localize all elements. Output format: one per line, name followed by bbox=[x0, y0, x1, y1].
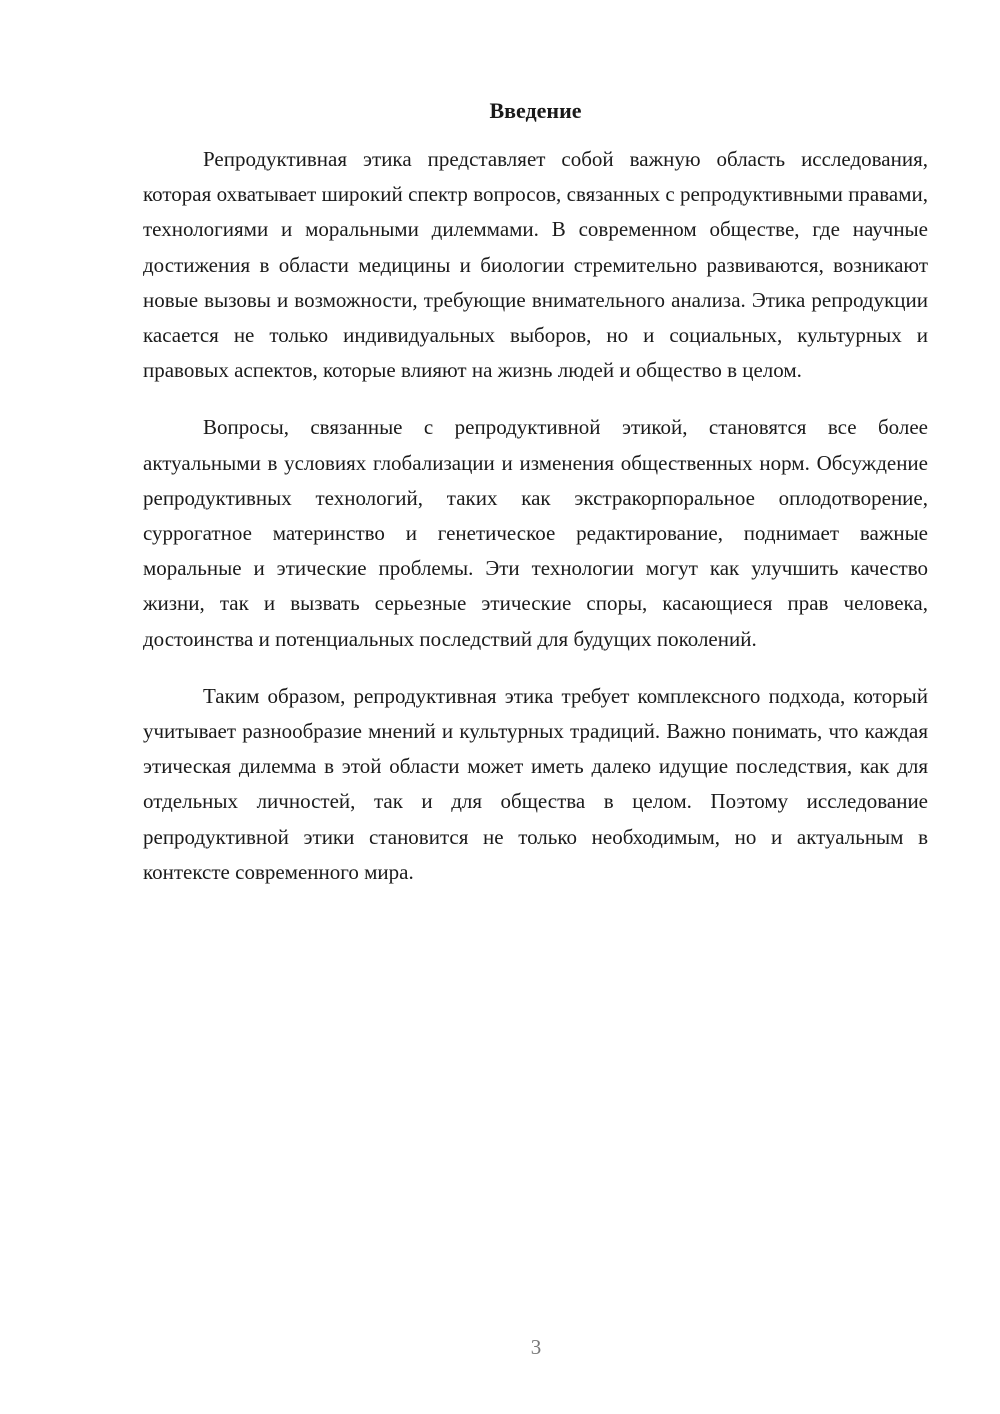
body-text bbox=[143, 142, 928, 912]
paragraph-3: Таким образом, репродуктивная этика требует комплексного подхода, который учитывает разнообразие мнений и культурных традиций. Важно понимать, что каждая этическая дилемма в этой области может иметь далеко идущие последствия, как для отдельных личностей, так и для общества в целом. Поэтому исследование репродуктивной этики становится не только необходимым, но и актуальным в контексте современного мира. bbox=[143, 683, 928, 884]
paragraph-2: Вопросы, связанные с репродуктивной этикой, становятся все более актуальными в условиях глобализации и изменения общественных норм. Обсуждение репродуктивных технологий, таких как экстракорпоральное оплодотворение, суррогатное материнство и генетическое редактирование, поднимает важные моральные и этические проблемы. Эти технологии могут как улучшить качество жизни, так и вызвать серьезные этические споры, касающиеся прав человека, достоинства и потенциальных последствий для будущих поколений. bbox=[143, 415, 928, 651]
page-number: 3 bbox=[530, 1335, 542, 1359]
section-heading: Введение bbox=[489, 98, 582, 123]
paragraph-1: Репродуктивная этика представляет собой важную область исследования, которая охватывает широкий спектр вопросов, связанных с репродуктивными правами, технологиями и моральными дилеммами. В современном обществе, где научные достижения в области медицины и биологии стремительно развиваются, возникают новые вызовы и возможности, требующие внимательного анализа. Этика репродукции касается не только индивидуальных выборов, но и социальных, культурных и правовых аспектов, которые влияют на жизнь людей и общество в целом. bbox=[143, 147, 928, 383]
